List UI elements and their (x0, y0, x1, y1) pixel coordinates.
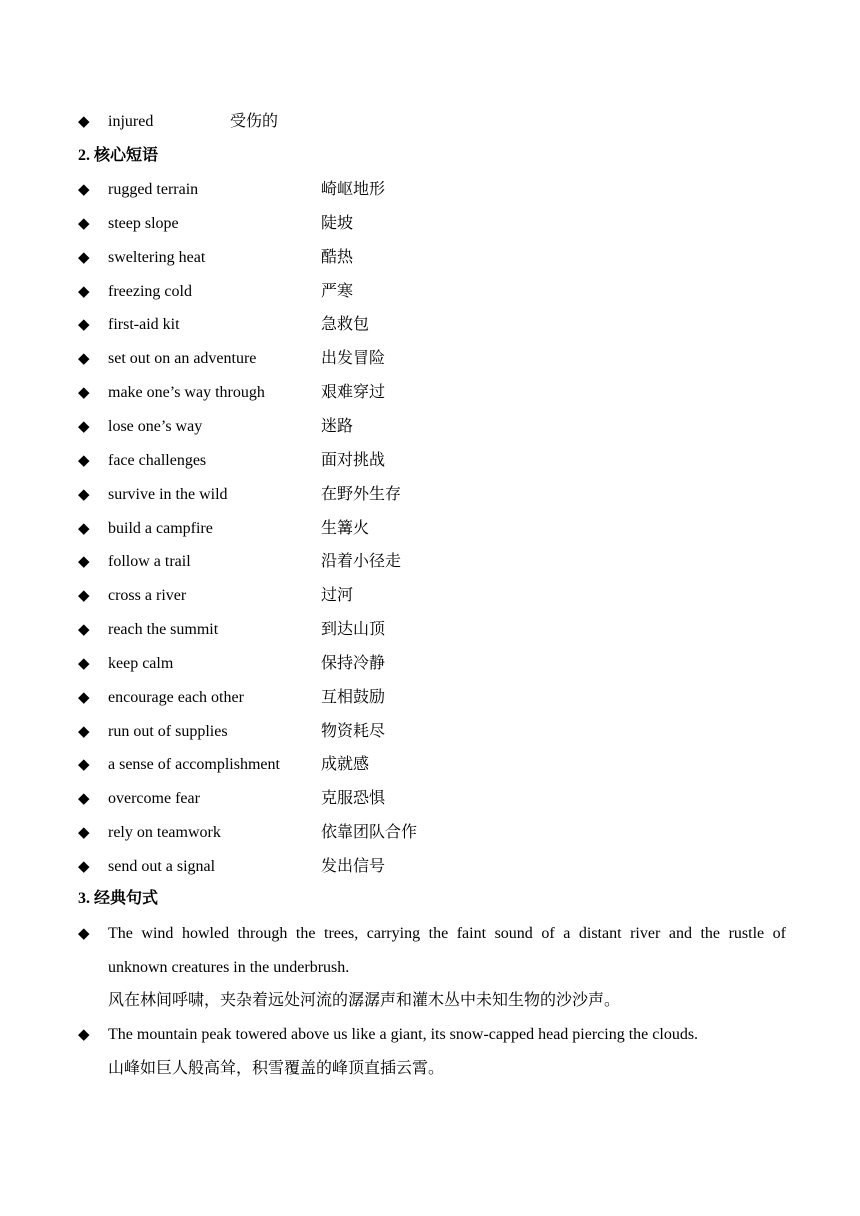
phrase-item (0, 451, 860, 485)
phrase-english: encourage each other (108, 689, 244, 706)
phrase-item (0, 519, 860, 553)
diamond-bullet-icon: ◆ (78, 250, 90, 266)
phrase-chinese: 严寒 (321, 283, 354, 300)
diamond-bullet-icon: ◆ (78, 926, 90, 942)
sentence-english-line: The wind howled through the trees, carrying the faint sound of a distant river and the rustle of (108, 925, 786, 942)
phrase-chinese: 陡坡 (321, 215, 354, 232)
phrase-chinese: 成就感 (321, 756, 370, 773)
phrase-chinese: 迷路 (321, 418, 354, 435)
phrase-item (0, 485, 860, 519)
diamond-bullet-icon: ◆ (78, 690, 90, 706)
sentence-english-line: unknown creatures in the underbrush. (108, 959, 350, 976)
section-heading-sentences: 3. 经典句式 (78, 890, 159, 907)
phrase-chinese: 到达山顶 (321, 621, 386, 638)
vocab-english: injured (108, 113, 154, 130)
phrase-item (0, 823, 860, 857)
phrase-english: reach the summit (108, 621, 219, 638)
phrase-item (0, 417, 860, 451)
phrase-english: rugged terrain (108, 181, 199, 198)
phrase-item (0, 214, 860, 248)
phrase-item (0, 654, 860, 688)
phrase-item (0, 722, 860, 756)
sentence-english-2: The mountain peak towered above us like a giant, its snow-capped head piercing the clouds. (108, 1026, 699, 1043)
diamond-bullet-icon: ◆ (78, 791, 90, 807)
phrase-item (0, 282, 860, 316)
phrase-item (0, 383, 860, 417)
phrase-chinese: 面对挑战 (321, 452, 386, 469)
diamond-bullet-icon: ◆ (78, 216, 90, 232)
phrase-chinese: 崎岖地形 (321, 181, 386, 198)
phrase-item (0, 248, 860, 282)
vocab-chinese: 受伤的 (230, 113, 279, 130)
phrase-english: keep calm (108, 655, 174, 672)
diamond-bullet-icon: ◆ (78, 182, 90, 198)
phrase-chinese: 沿着小径走 (321, 553, 402, 570)
example-sentence-1 (108, 917, 786, 985)
diamond-bullet-icon: ◆ (78, 825, 90, 841)
phrase-item (0, 180, 860, 214)
vocab-item-injured (0, 112, 860, 146)
diamond-bullet-icon: ◆ (78, 351, 90, 367)
phrase-english: follow a trail (108, 553, 191, 570)
phrase-item (0, 552, 860, 586)
phrase-chinese: 依靠团队合作 (321, 824, 418, 841)
sentence-translation-2: 山峰如巨人般高耸，积雪覆盖的峰顶直插云霄。 (108, 1060, 445, 1077)
phrase-english: sweltering heat (108, 249, 206, 266)
phrase-english: survive in the wild (108, 486, 228, 503)
phrase-chinese: 酷热 (321, 249, 354, 266)
diamond-bullet-icon: ◆ (78, 622, 90, 638)
phrase-english: freezing cold (108, 283, 192, 300)
phrase-chinese: 出发冒险 (321, 350, 386, 367)
phrase-chinese: 在野外生存 (321, 486, 402, 503)
diamond-bullet-icon: ◆ (78, 317, 90, 333)
phrase-english: run out of supplies (108, 723, 228, 740)
diamond-bullet-icon: ◆ (78, 554, 90, 570)
phrase-item (0, 586, 860, 620)
diamond-bullet-icon: ◆ (78, 487, 90, 503)
phrase-chinese: 生篝火 (321, 520, 370, 537)
phrase-item (0, 857, 860, 891)
phrase-english: overcome fear (108, 790, 200, 807)
diamond-bullet-icon: ◆ (78, 521, 90, 537)
sentence-translation-1: 风在林间呼啸，夹杂着远处河流的潺潺声和灌木丛中未知生物的沙沙声。 (108, 992, 621, 1009)
phrase-english: build a campfire (108, 520, 213, 537)
phrase-english: rely on teamwork (108, 824, 221, 841)
phrase-english: first-aid kit (108, 316, 180, 333)
phrase-chinese: 过河 (321, 587, 354, 604)
phrase-chinese: 发出信号 (321, 858, 386, 875)
phrase-item (0, 789, 860, 823)
phrase-english: face challenges (108, 452, 207, 469)
phrase-english: set out on an adventure (108, 350, 257, 367)
phrase-english: send out a signal (108, 858, 216, 875)
diamond-bullet-icon: ◆ (78, 588, 90, 604)
diamond-bullet-icon: ◆ (78, 419, 90, 435)
phrase-english: steep slope (108, 215, 179, 232)
phrase-item (0, 688, 860, 722)
phrase-item (0, 315, 860, 349)
phrase-chinese: 互相鼓励 (321, 689, 386, 706)
phrase-english: a sense of accomplishment (108, 756, 280, 773)
phrase-english: lose one’s way (108, 418, 203, 435)
phrase-item (0, 755, 860, 789)
diamond-bullet-icon: ◆ (78, 656, 90, 672)
diamond-bullet-icon: ◆ (78, 724, 90, 740)
phrase-chinese: 保持冷静 (321, 655, 386, 672)
diamond-bullet-icon: ◆ (78, 757, 90, 773)
diamond-bullet-icon: ◆ (78, 114, 90, 130)
phrase-chinese: 急救包 (321, 316, 370, 333)
phrase-chinese: 艰难穿过 (321, 384, 386, 401)
phrase-item (0, 349, 860, 383)
diamond-bullet-icon: ◆ (78, 284, 90, 300)
phrase-chinese: 物资耗尽 (321, 723, 386, 740)
phrase-item (0, 620, 860, 654)
phrase-english: make one’s way through (108, 384, 265, 401)
phrase-english: cross a river (108, 587, 187, 604)
diamond-bullet-icon: ◆ (78, 385, 90, 401)
phrase-chinese: 克服恐惧 (321, 790, 386, 807)
section-heading-phrases: 2. 核心短语 (78, 147, 159, 164)
diamond-bullet-icon: ◆ (78, 1027, 90, 1043)
diamond-bullet-icon: ◆ (78, 453, 90, 469)
diamond-bullet-icon: ◆ (78, 859, 90, 875)
